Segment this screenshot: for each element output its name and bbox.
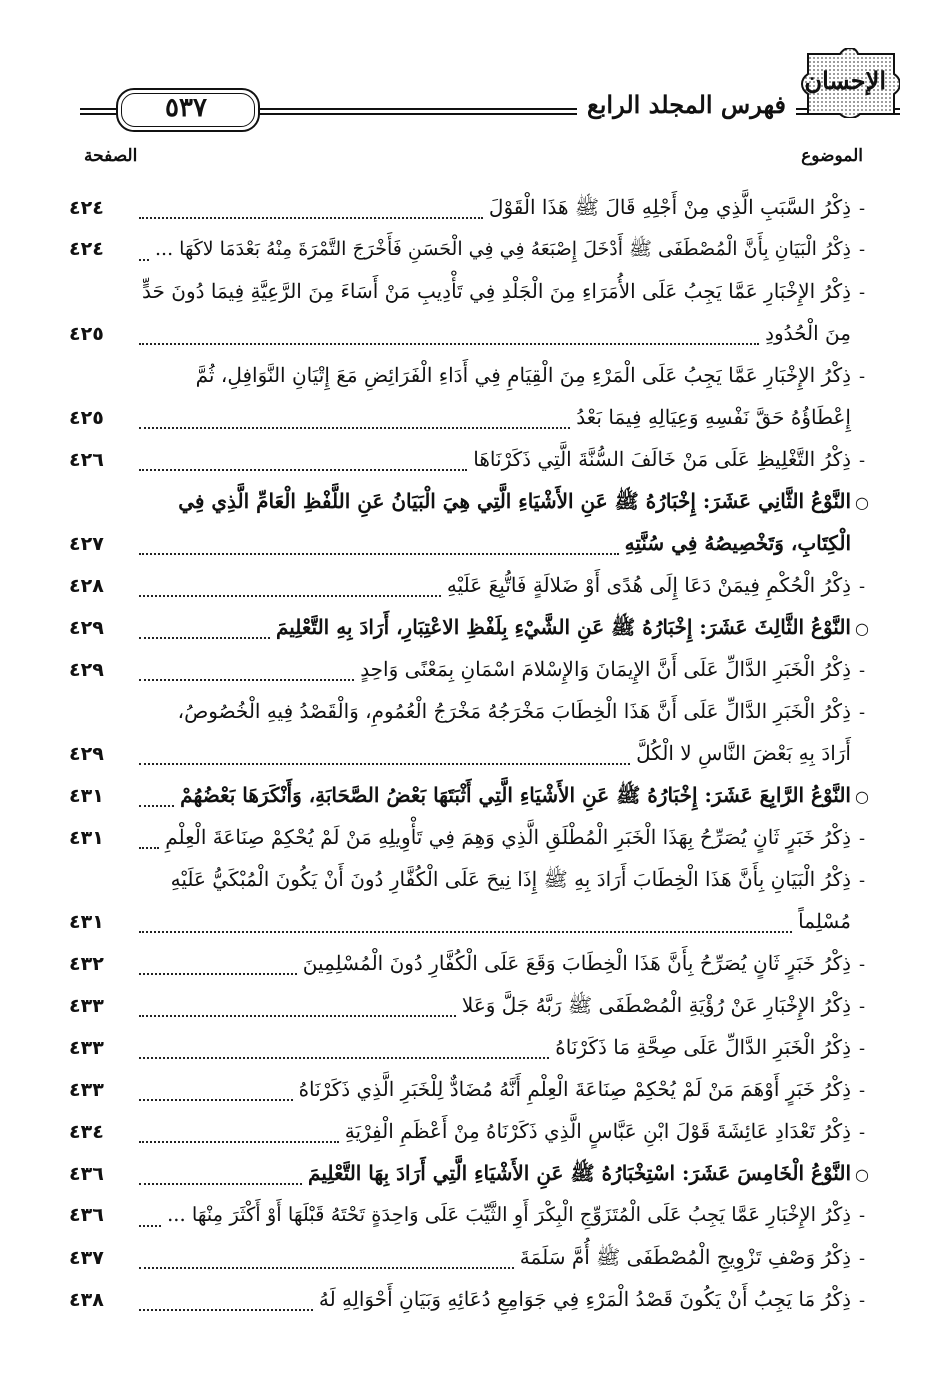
entry-page-number: ٤٢٨ (69, 575, 104, 597)
index-entries (69, 186, 873, 1320)
entry-line (69, 438, 873, 480)
dash-icon: - (858, 1290, 866, 1311)
dot-leader (139, 539, 619, 555)
entry-page-number: ٤٣٢ (69, 953, 104, 975)
dot-leader (139, 1043, 549, 1059)
entry-text: ذِكْرُ الْخَبَرِ الدَّالِّ عَلَى صِحَّةِ مَا ذَكَرْنَاهُ (555, 1035, 851, 1059)
entry-page-number: ٤٢٩ (69, 659, 104, 681)
entry-line (69, 690, 873, 732)
entry-line (69, 1152, 873, 1194)
page-number: ٥٣٧ (165, 93, 207, 123)
index-section-entry (69, 1152, 873, 1194)
dot-leader (139, 791, 174, 807)
entry-line (69, 1026, 873, 1068)
dot-leader (139, 413, 570, 429)
entry-text: النَّوْعُ الثَّالِثَ عَشَرَ: إِخْبَارُهُ ﷺ عَنِ الشَّيْءِ بِلَفْظِ الاعْتِبَارِ، أَرَادَ بِهِ التَّعْلِيمَ (275, 615, 851, 639)
column-header-page: الصفحة (84, 146, 138, 166)
entry-page-number: ٤٣٣ (69, 1037, 104, 1059)
entry-text: ذِكْرُ السَّبَبِ الَّذِي مِنْ أَجْلِهِ قَالَ ﷺ هَذَا الْقَوْلَ (488, 195, 851, 219)
dash-icon: - (858, 1248, 866, 1269)
entry-page-number: ٤٣٦ (69, 1163, 104, 1185)
entry-line (69, 522, 873, 564)
entry-text: ذِكْرُ الْحُكْمِ فِيمَنْ دَعَا إِلَى هُدًى أَوْ ضَلالَةٍ فَاتُّبِعَ عَلَيْهِ (446, 573, 851, 597)
section-circle-icon: ○ (855, 1165, 869, 1184)
dot-leader (139, 1085, 293, 1101)
entry-text: ذِكْرُ خَبَرٍ أَوْهَمَ مَنْ لَمْ يُحْكِمْ صِنَاعَةَ الْعِلْمِ أَنَّهُ مُضَادٌّ لِلْخَبَرِ الَّذِي ذَكَرْنَاهُ (298, 1077, 851, 1101)
dot-leader (139, 749, 630, 765)
dash-icon: - (858, 1122, 866, 1143)
entry-text: ذِكْرُ الْبَيَانِ بِأَنَّ الْمُصْطَفَى ﷺ أَدْخَلَ إِصْبَعَهُ فِي فِي الْحَسَنِ فَأَخْرَجَ التَّمْرَةَ مِنْهُ بَعْدَمَا لاكَهَا ... (155, 238, 851, 260)
entry-line (69, 1194, 873, 1236)
index-section-entry (69, 774, 873, 816)
section-circle-icon: ○ (855, 619, 869, 638)
entry-text: النَّوْعُ الثَّانِي عَشَرَ: إِخْبَارُهُ ﷺ عَنِ الأَشْيَاءِ الَّتِي هِيَ الْبَيَانُ عَنِ اللَّفْظِ الْعَامِّ الَّذِي فِي (178, 489, 851, 513)
entry-text: ذِكْرُ الإِخْبَارِ عَمَّا يَجِبُ عَلَى الْمُتَزَوِّجِ الْبِكْرَ أَوِ الثَّيِّبَ عَلَى وَاحِدَةٍ تَحْتَهُ قَبْلَهَا أَوْ أَكْثَرَ مِنْهَا ... (167, 1203, 851, 1226)
dash-icon: - (858, 828, 866, 849)
entry-line (69, 564, 873, 606)
dot-leader (139, 455, 467, 471)
dot-leader (139, 329, 759, 345)
entry-page-number: ٤٣١ (69, 911, 104, 933)
entry-line (69, 774, 873, 816)
index-section-entry (69, 480, 873, 564)
dot-leader (139, 203, 483, 219)
entry-page-number: ٤٣٦ (69, 1204, 104, 1226)
entry-page-number: ٤٣١ (69, 785, 104, 807)
entry-text: ذِكْرُ التَّغْلِيظِ عَلَى مَنْ خَالَفَ السُّنَّةَ الَّتِي ذَكَرْنَاهَا (473, 447, 851, 471)
entry-text: إِعْطَاؤُهُ حَقَّ نَفْسِهِ وَعِيَالِهِ فِيمَا بَعْدُ (576, 405, 851, 429)
index-entry (69, 228, 873, 270)
index-entry (69, 942, 873, 984)
entry-text: ذِكْرُ الْبَيَانِ بِأَنَّ هَذَا الْخِطَابَ أَرَادَ بِهِ ﷺ إِذَا نِيحَ عَلَى الْكُفَّارِ دُونَ أَنْ يَكُونَ الْمُبْكَيُّ عَلَيْهِ (170, 867, 851, 891)
dash-icon: - (858, 660, 866, 681)
dot-leader (139, 623, 270, 639)
entry-page-number: ٤٢٤ (69, 197, 104, 219)
book-logo (800, 48, 900, 118)
dash-icon: - (858, 1205, 866, 1226)
entry-line (69, 900, 873, 942)
index-entry (69, 816, 873, 858)
running-title: فهرس المجلد الرابع (577, 88, 796, 122)
column-header-topic: الموضوع (801, 146, 863, 166)
entry-text: النَّوْعُ الرَّابِعَ عَشَرَ: إِخْبَارُهُ ﷺ عَنِ الأَشْيَاءِ الَّتِي أَثْبَتَهَا بَعْضُ الصَّحَابَةِ، وَأَنْكَرَهَا بَعْضُهُمْ (180, 783, 851, 807)
entry-text: ذِكْرُ مَا يَجِبُ أَنْ يَكُونَ قَصْدُ الْمَرْءِ فِي جَوَامِعِ دُعَائِهِ وَبَيَانِ أَحْوَالِهِ لَهُ (318, 1287, 851, 1311)
dash-icon: - (858, 954, 866, 975)
index-entry (69, 1236, 873, 1278)
entry-text: النَّوْعُ الْخَامِسَ عَشَرَ: اسْتِخْبَارُهُ ﷺ عَنِ الأَشْيَاءِ الَّتِي أَرَادَ بِهَا التَّعْلِيمَ (308, 1161, 851, 1185)
dash-icon: - (858, 282, 866, 303)
entry-page-number: ٤٣٣ (69, 995, 104, 1017)
index-entry (69, 1068, 873, 1110)
dot-leader (139, 665, 354, 681)
dot-leader (139, 1295, 313, 1311)
index-entry (69, 438, 873, 480)
index-entry (69, 186, 873, 228)
dot-leader (139, 917, 792, 933)
index-entry (69, 354, 873, 438)
index-entry (69, 858, 873, 942)
entry-text: ذِكْرُ الإِخْبَارِ عَمَّا يَجِبُ عَلَى الأُمَرَاءِ مِنَ الْجَلْدِ فِي تَأْدِيبِ مَنْ أَسَاءَ مِنَ الرَّعِيَّةِ فِيمَا دُونَ حَدٍّ (142, 279, 851, 303)
entry-text: ذِكْرُ تَعْدَادِ عَائِشَةَ قَوْلَ ابْنِ عَبَّاسٍ الَّذِي ذَكَرْنَاهُ مِنْ أَعْظَمِ الْفِرْيَةِ (344, 1119, 851, 1143)
entry-line (69, 732, 873, 774)
entry-page-number: ٤٣٤ (69, 1121, 104, 1143)
dash-icon: - (858, 450, 866, 471)
logo-text: الإحسان (804, 66, 886, 95)
entry-line (69, 312, 873, 354)
index-entry (69, 564, 873, 606)
index-entry (69, 1026, 873, 1068)
entry-page-number: ٤٣٣ (69, 1079, 104, 1101)
entry-line (69, 606, 873, 648)
dash-icon: - (858, 198, 866, 219)
dot-leader (139, 833, 159, 849)
dot-leader (139, 959, 297, 975)
dot-leader (139, 1253, 514, 1269)
dot-leader (139, 1001, 456, 1017)
entry-line (69, 816, 873, 858)
dash-icon: - (858, 1038, 866, 1059)
entry-page-number: ٤٢٤ (69, 238, 104, 260)
index-entry (69, 270, 873, 354)
entry-line (69, 1278, 873, 1320)
entry-text: ذِكْرُ خَبَرٍ ثَانٍ يُصَرِّحُ بِهَذَا الْخَبَرِ الْمُطْلَقِ الَّذِي وَهِمَ فِي تَأْوِيلِهِ مَنْ لَمْ يُحْكِمْ صِنَاعَةَ الْعِلْمِ (165, 825, 851, 849)
entry-text: ذِكْرُ الْخَبَرِ الدَّالِّ عَلَى أَنَّ الإِيمَانَ وَالإِسْلامَ اسْمَانِ بِمَعْنًى وَاحِدٍ (360, 657, 851, 681)
dash-icon: - (858, 239, 866, 260)
index-entry (69, 984, 873, 1026)
entry-page-number: ٤٢٩ (69, 743, 104, 765)
dot-leader (139, 581, 441, 597)
section-circle-icon: ○ (855, 787, 869, 806)
entry-page-number: ٤٣١ (69, 827, 104, 849)
dash-icon: - (858, 366, 866, 387)
entry-text: أَرَادَ بِهِ بَعْضَ النَّاسِ لا الْكُلَّ (636, 741, 851, 765)
entry-line (69, 228, 873, 270)
dot-leader (139, 1169, 302, 1185)
dash-icon: - (858, 1080, 866, 1101)
entry-text: ذِكْرُ وَصْفِ تَزْوِيجِ الْمُصْطَفَى ﷺ أُمَّ سَلَمَةَ (519, 1245, 851, 1269)
entry-line (69, 984, 873, 1026)
entry-page-number: ٤٣٧ (69, 1247, 104, 1269)
entry-text: ذِكْرُ خَبَرٍ ثَانٍ يُصَرِّحُ بِأَنَّ هَذَا الْخِطَابَ وَقَعَ عَلَى الْكُفَّارِ دُونَ الْمُسْلِمِينَ (302, 951, 851, 975)
entry-text: ذِكْرُ الْخَبَرِ الدَّالِّ عَلَى أَنَّ هَذَا الْخِطَابَ مَخْرَجُهُ مَخْرَجُ الْعُمُومِ، وَالْقَصْدُ فِيهِ الْخُصُوصُ، (177, 699, 851, 723)
index-entry (69, 648, 873, 690)
entry-page-number: ٤٢٦ (69, 449, 104, 471)
entry-line (69, 858, 873, 900)
dash-icon: - (858, 996, 866, 1017)
entry-line (69, 1110, 873, 1152)
entry-page-number: ٤٣٨ (69, 1289, 104, 1311)
index-entry (69, 1194, 873, 1236)
dot-leader (139, 1127, 339, 1143)
entry-text: ذِكْرُ الإِخْبَارِ عَنْ رُؤْيَةِ الْمُصْطَفَى ﷺ رَبَّهُ جَلَّ وَعَلا (461, 993, 851, 1017)
entry-line (69, 186, 873, 228)
index-section-entry (69, 606, 873, 648)
entry-line (69, 1236, 873, 1278)
entry-text: مِنَ الْحُدُودِ (765, 321, 851, 345)
entry-page-number: ٤٢٩ (69, 617, 104, 639)
entry-line (69, 648, 873, 690)
entry-line (69, 354, 873, 396)
dash-icon: - (858, 702, 866, 723)
dot-leader (139, 1211, 161, 1227)
entry-line (69, 270, 873, 312)
entry-line (69, 942, 873, 984)
index-entry (69, 690, 873, 774)
index-entry (69, 1110, 873, 1152)
section-circle-icon: ○ (855, 493, 869, 512)
entry-page-number: ٤٢٧ (69, 533, 104, 555)
index-entry (69, 1278, 873, 1320)
entry-text: ذِكْرُ الإِخْبَارِ عَمَّا يَجِبُ عَلَى الْمَرْءِ مِنَ الْقِيَامِ فِي أَدَاءِ الْفَرَائِضِ مَعَ إِتْيَانِ النَّوَافِلِ، ثُمَّ (195, 363, 851, 387)
entry-line (69, 1068, 873, 1110)
entry-text: الْكِتَابِ، وَتَخْصِيصُهُ فِي سُنَّتِهِ (624, 531, 851, 555)
entry-text: مُسْلِماً (798, 909, 851, 933)
dash-icon: - (858, 576, 866, 597)
entry-line (69, 480, 873, 522)
dash-icon: - (858, 870, 866, 891)
entry-page-number: ٤٢٥ (69, 407, 104, 429)
page-header (80, 48, 900, 128)
entry-page-number: ٤٢٥ (69, 323, 104, 345)
dot-leader (139, 245, 149, 261)
entry-line (69, 396, 873, 438)
